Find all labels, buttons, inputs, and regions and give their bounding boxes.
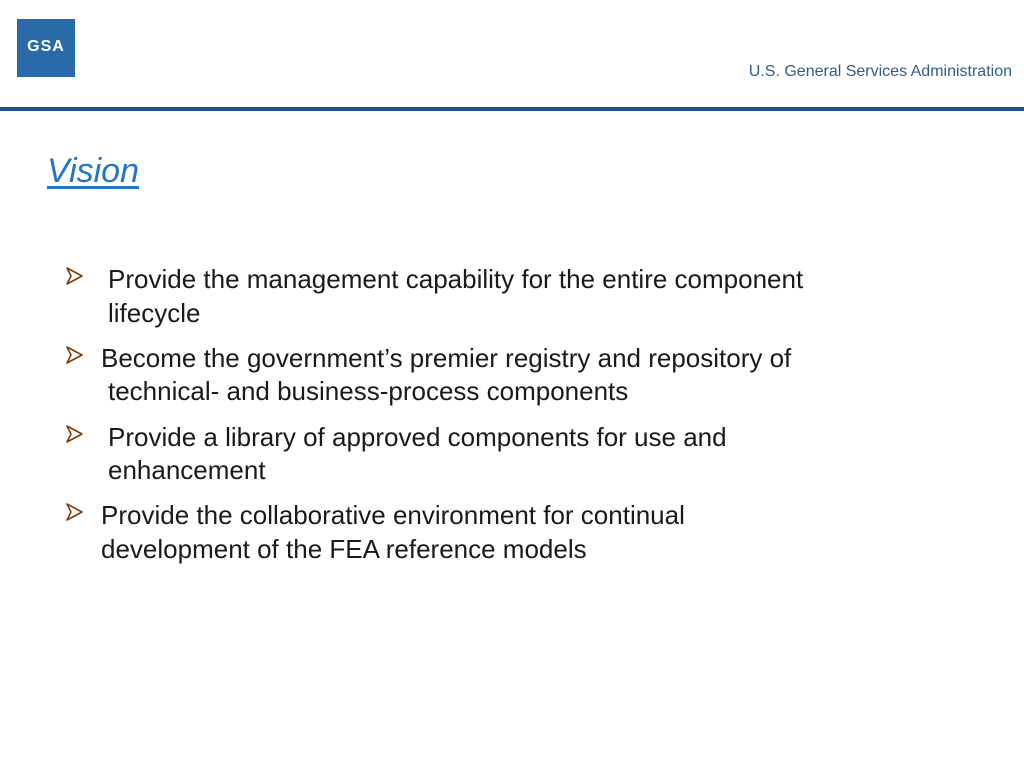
bullet-text-line2: lifecycle: [108, 298, 201, 328]
arrow-bullet-icon: [64, 265, 86, 287]
arrow-bullet-icon: [64, 501, 86, 523]
arrow-bullet-icon: [64, 423, 86, 445]
bullet-text-line1: Become the government’s premier registry and repository of: [101, 343, 792, 373]
bullet-text-line2: technical- and business-process components: [108, 376, 629, 406]
agency-name: U.S. General Services Administration: [748, 63, 1012, 80]
slide-title: Vision: [47, 152, 139, 190]
bullet-text-line2: development of the FEA reference models: [101, 534, 587, 564]
bullet-text-line1: Provide a library of approved components for use and: [108, 422, 727, 452]
gsa-logo-text: GSA: [27, 38, 65, 55]
bullet-text-line2: enhancement: [108, 455, 266, 485]
bullet-text-line1: Provide the management capability for the entire component: [108, 264, 804, 294]
bullet-text-line1: Provide the collaborative environment for continual: [101, 500, 685, 530]
arrow-bullet-icon: [64, 344, 86, 366]
